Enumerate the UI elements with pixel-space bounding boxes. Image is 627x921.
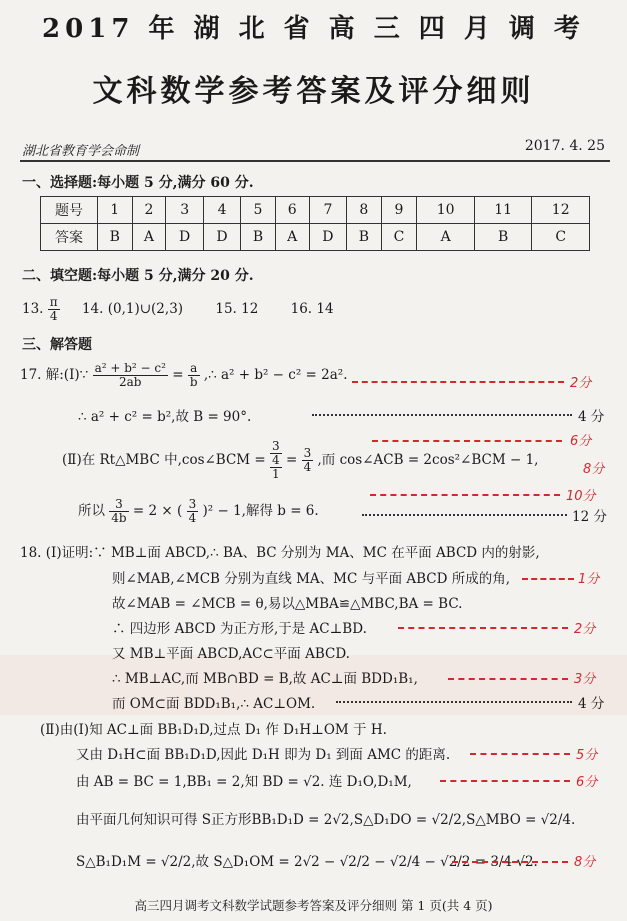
p18-line6: ∴ MB⊥AC,而 MB∩BD = B,故 AC⊥面 BDD₁B₁, xyxy=(112,671,418,687)
organization-label: 湖北省教育学会命制 xyxy=(22,144,140,159)
p17-big-top: 3 xyxy=(272,439,280,453)
p18-line5: 又 MB⊥平面 ABCD,AC⊂平面 ABCD. xyxy=(112,646,350,662)
document-title: 2017 年 湖 北 省 高 三 四 月 调 考 xyxy=(42,14,585,44)
p17-frac3-den: 4 xyxy=(303,460,312,474)
p17-frac4-num: 3 xyxy=(109,498,128,512)
table-cell: A xyxy=(275,224,309,251)
p17-frac5-den: 4 xyxy=(188,511,197,525)
p17-l3-pre: (Ⅱ)在 Rt△MBC 中,cos∠BCM = xyxy=(62,452,266,468)
p18-line11: 由平面几何知识可得 S正方形BB₁D₁D = 2√2,S△D₁DO = √2/2,S△MBO = √2/4. xyxy=(76,812,576,828)
leader-dots xyxy=(312,414,572,416)
p17-l4-pre: 所以 xyxy=(78,503,105,519)
p17-l1-pre: 17. 解:(Ⅰ)∵ xyxy=(20,367,89,383)
p18-line10: 由 AB = BC = 1,BB₁ = 2,知 BD = √2. 连 D₁O,D₁M, xyxy=(76,774,412,790)
grading-mark: 5分 xyxy=(576,748,598,763)
answer-table xyxy=(40,196,590,251)
grading-mark: 6分 xyxy=(576,775,598,790)
q13-label: 13. xyxy=(22,301,44,317)
p17-l1-eq: = xyxy=(172,367,184,383)
table-cell: 6 xyxy=(275,197,309,224)
fill-answers xyxy=(22,296,334,323)
table-cell: D xyxy=(166,224,203,251)
p17-frac3-num: 3 xyxy=(303,446,312,460)
grading-mark: 8分 xyxy=(574,855,596,870)
grading-mark: 2分 xyxy=(570,376,592,391)
table-header-answer: 答案 xyxy=(41,224,98,251)
q16-answer: 16. 14 xyxy=(290,301,334,317)
table-cell: D xyxy=(203,224,240,251)
p17-l3-eq: = xyxy=(285,452,298,468)
q13-numerator: π xyxy=(49,295,58,309)
page-footer: 高三四月调考文科数学试题参考答案及评分细则 第 1 页(共 4 页) xyxy=(134,898,493,913)
table-cell: C xyxy=(381,224,417,251)
p17-l4-mid: = 2 × ( xyxy=(132,503,183,519)
q14-answer: 14. (0,1)∪(2,3) xyxy=(81,301,184,317)
p17-big-fraction xyxy=(270,440,282,481)
table-row-answers xyxy=(41,224,590,251)
q13-denominator: 4 xyxy=(49,309,58,323)
grading-mark: 10分 xyxy=(566,489,596,504)
grading-dash xyxy=(448,678,568,680)
table-cell: B xyxy=(98,224,133,251)
table-cell: 7 xyxy=(309,197,346,224)
p17-line2: ∴ a² + c² = b²,故 B = 90°. xyxy=(78,409,252,425)
document-subtitle: 文科数学参考答案及评分细则 xyxy=(92,74,535,109)
p17-frac2-den: b xyxy=(189,375,198,389)
table-cell: 8 xyxy=(347,197,382,224)
table-cell: B xyxy=(474,224,532,251)
grading-dash xyxy=(440,780,570,782)
p17-l4-post: )² − 1,解得 b = 6. xyxy=(202,503,319,519)
grading-dash xyxy=(470,753,570,755)
p17-l3-post: ,而 cos∠ACB = 2cos²∠BCM − 1, xyxy=(317,452,539,468)
table-cell: 12 xyxy=(532,197,590,224)
p17-fraction5 xyxy=(187,498,199,525)
grading-mark: 3分 xyxy=(574,672,596,687)
q13-fraction xyxy=(48,296,60,323)
score-4b: 4 分 xyxy=(578,696,605,712)
table-cell: 4 xyxy=(203,197,240,224)
table-cell: B xyxy=(347,224,382,251)
table-cell: 11 xyxy=(474,197,532,224)
section3-title: 三、解答题 xyxy=(22,337,92,353)
p17-line1 xyxy=(20,362,348,389)
p18-line2: 则∠MAB,∠MCB 分别为直线 MA、MC 与平面 ABCD 所成的角, xyxy=(112,571,511,587)
table-cell: 3 xyxy=(166,197,203,224)
p17-fraction2 xyxy=(188,362,200,389)
p17-fraction3 xyxy=(302,447,314,474)
p18-line7: 而 OM⊂面 BDD₁B₁,∴ AC⊥OM. xyxy=(112,696,316,712)
header-divider xyxy=(20,160,610,162)
p17-frac4-den: 4b xyxy=(111,511,127,525)
p17-frac-num: a² + b² − c² xyxy=(94,361,166,375)
grading-mark: 8分 xyxy=(583,462,605,477)
p18-line8: (Ⅱ)由(Ⅰ)知 AC⊥面 BB₁D₁D,过点 D₁ 作 D₁H⊥OM 于 H. xyxy=(40,722,387,738)
section2-title: 二、填空题:每小题 5 分,满分 20 分. xyxy=(22,268,254,284)
p18-line9: 又由 D₁H⊂面 BB₁D₁D,因此 D₁H 即为 D₁ 到面 AMC 的距离. xyxy=(76,747,451,763)
grading-dash xyxy=(452,861,568,863)
p17-fraction xyxy=(93,362,168,389)
table-cell: A xyxy=(132,224,166,251)
score-4: 4 分 xyxy=(578,409,605,425)
table-cell: 1 xyxy=(98,197,133,224)
grading-dash xyxy=(352,381,564,383)
p18-line1: 18. (Ⅰ)证明:∵ MB⊥面 ABCD,∴ BA、BC 分别为 MA、MC 在平面 ABCD 内的射影, xyxy=(20,545,540,561)
table-header-question: 题号 xyxy=(41,197,98,224)
table-cell: A xyxy=(417,224,475,251)
p17-big-mid: 4 xyxy=(272,453,280,467)
grading-mark: 6分 xyxy=(570,434,592,449)
q15-answer: 15. 12 xyxy=(215,301,259,317)
table-cell: D xyxy=(309,224,346,251)
grading-dash xyxy=(398,627,568,629)
p17-frac2-num: a xyxy=(188,362,200,376)
score-12: 12 分 xyxy=(572,509,607,525)
grading-dash xyxy=(370,494,560,496)
table-cell: B xyxy=(241,224,276,251)
p17-line3 xyxy=(62,440,538,481)
p17-fraction4 xyxy=(109,498,128,525)
table-row-questions xyxy=(41,197,590,224)
p17-frac5-num: 3 xyxy=(188,497,197,511)
p18-line4: ∴ 四边形 ABCD 为正方形,于是 AC⊥BD. xyxy=(112,621,367,637)
p17-frac-den: 2ab xyxy=(119,375,142,389)
table-cell: 9 xyxy=(381,197,417,224)
section1-title: 一、选择题:每小题 5 分,满分 60 分. xyxy=(22,175,254,191)
table-cell: C xyxy=(532,224,590,251)
document-date: 2017. 4. 25 xyxy=(524,138,605,154)
table-cell: 5 xyxy=(241,197,276,224)
table-cell: 2 xyxy=(132,197,166,224)
p17-line4 xyxy=(78,498,319,525)
p17-l1-post: ,∴ a² + b² − c² = 2a². xyxy=(203,367,348,383)
leader-dots xyxy=(336,701,572,703)
p18-line3: 故∠MAB = ∠MCB = θ,易以△MBA≌△MBC,BA = BC. xyxy=(112,596,463,612)
p18-line12: S△B₁D₁M = √2/2,故 S△D₁OM = 2√2 − √2/2 − √2/4 − √2/2 = 3/4 √2. xyxy=(76,854,538,870)
leader-dots xyxy=(362,514,567,516)
grading-mark: 1分 xyxy=(578,572,600,587)
grading-mark: 2分 xyxy=(574,622,596,637)
p17-big-bot: 1 xyxy=(272,467,280,481)
grading-dash xyxy=(522,578,574,580)
table-cell: 10 xyxy=(417,197,475,224)
